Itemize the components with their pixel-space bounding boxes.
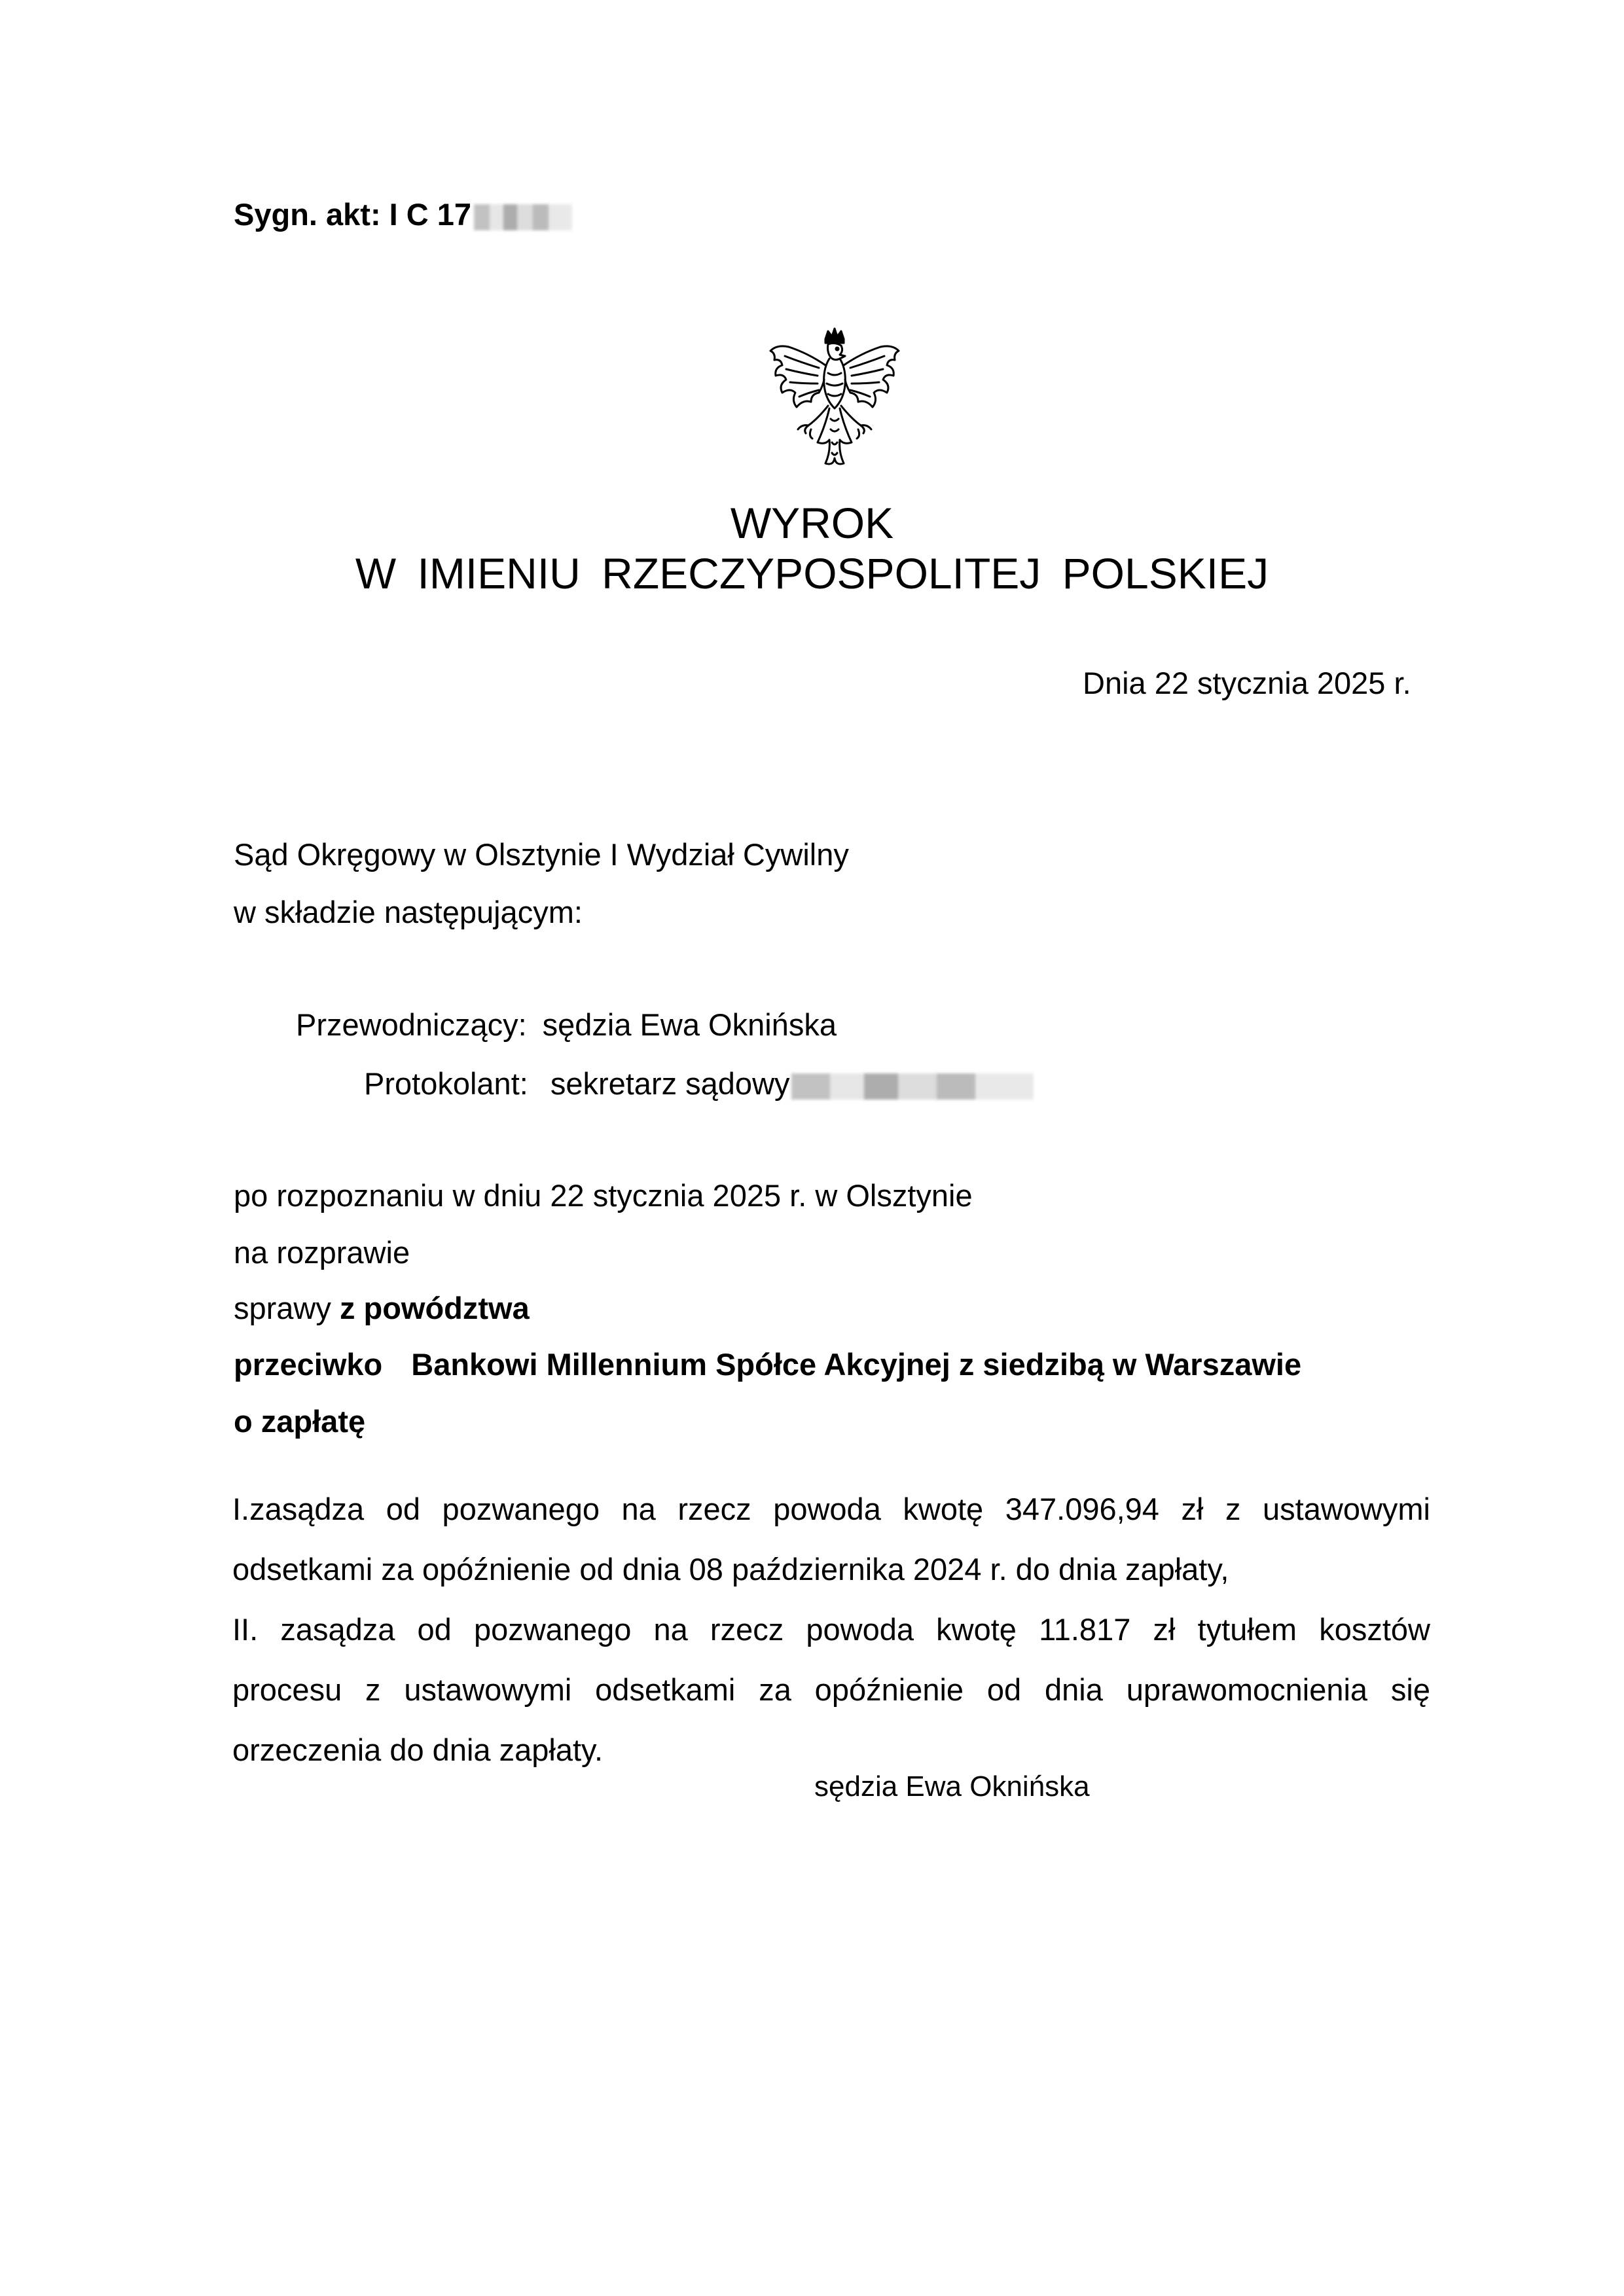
hearing-line: po rozpoznaniu w dniu 22 stycznia 2025 r. w Olsztynie <box>234 1178 973 1213</box>
judge-signature: sędzia Ewa Oknińska <box>814 1770 1090 1803</box>
case-signature-label: Sygn. akt: I C 17 <box>234 197 472 232</box>
court-clerk-row <box>364 1068 1034 1100</box>
case-subject: o zapłatę <box>234 1404 366 1439</box>
presiding-label: Przewodniczący: <box>296 1007 527 1042</box>
case-signature <box>234 199 572 230</box>
polish-eagle-emblem-icon <box>763 327 907 488</box>
redacted-clerk-name <box>791 1073 1034 1100</box>
defendant-line <box>234 1349 1301 1380</box>
ruling-point-1-line-1: I.zasądza od pozwanego na rzecz powoda kwotę 347.096,94 zł z ustawowymi <box>232 1492 1430 1526</box>
judgment-date: Dnia 22 stycznia 2025 r. <box>1083 666 1411 700</box>
ruling-point-2-line-2: procesu z ustawowymi odsetkami za opóźnienie od dnia uprawomocnienia się <box>232 1672 1430 1707</box>
clerk-label: Protokolant: <box>364 1066 528 1101</box>
presiding-value: sędzia Ewa Oknińska <box>542 1007 837 1042</box>
judgment-subtitle: W IMIENIU RZECZYPOSPOLITEJ POLSKIEJ <box>355 549 1269 598</box>
ruling-text <box>232 1479 1430 1780</box>
case-prefix: sprawy <box>234 1291 340 1325</box>
clerk-value: sekretarz sądowy <box>550 1066 790 1101</box>
redacted-case-number <box>474 204 572 230</box>
presiding-judge-row <box>296 1009 837 1040</box>
defendant-name: Bankowi Millennium Spółce Akcyjnej z siedzibą w Warszawie <box>411 1347 1302 1382</box>
against-label: przeciwko <box>234 1347 383 1382</box>
case-type: z powództwa <box>339 1291 530 1325</box>
ruling-point-2-line-3: orzeczenia do dnia zapłaty. <box>232 1732 604 1767</box>
ruling-point-1-line-2: odsetkami za opóźnienie od dnia 08 października 2024 r. do dnia zapłaty, <box>232 1552 1229 1587</box>
composition-intro: w składzie następującym: <box>234 895 583 929</box>
judgment-title: WYROK <box>730 499 894 547</box>
case-line <box>234 1293 530 1323</box>
hearing-mode: na rozprawie <box>234 1235 410 1270</box>
court-name: Sąd Okręgowy w Olsztynie I Wydział Cywilny <box>234 837 849 872</box>
ruling-point-2-line-1: II. zasądza od pozwanego na rzecz powoda kwotę 11.817 zł tytułem kosztów <box>232 1612 1430 1647</box>
